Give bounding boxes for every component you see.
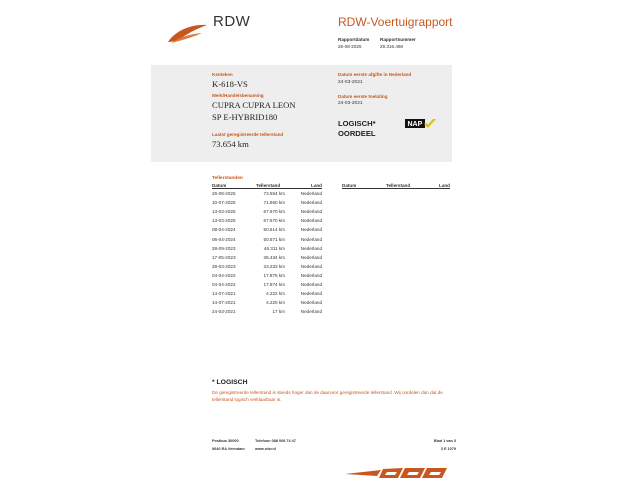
col-land-right: Land xyxy=(426,182,450,189)
rapportnummer-value: 29.316.498 xyxy=(380,44,403,49)
footer-page-number: Blad 1 van 3 xyxy=(433,439,456,443)
teller-label: Laatst geregistreerde tellerstand xyxy=(212,132,284,137)
vehicle-panel xyxy=(151,65,452,162)
row-land: Nederland xyxy=(300,227,322,233)
row-land: Nederland xyxy=(300,291,322,297)
toelating-nl-value: 24-03-2021 xyxy=(338,80,363,85)
row-land: Nederland xyxy=(300,245,322,251)
merk-label: Merk/Handelsbenaming xyxy=(212,93,264,98)
odometer-table-right xyxy=(342,182,450,189)
table-row xyxy=(212,244,322,253)
rapportnummer-label: Rapportnummer xyxy=(380,37,416,42)
row-land: Nederland xyxy=(300,281,322,287)
row-tellerstand: 73.654 km xyxy=(263,191,285,197)
toelating-nl-label: Datum eerste afgifte in Nederland xyxy=(338,72,412,77)
decorative-banner-icon xyxy=(343,466,463,480)
row-land: Nederland xyxy=(300,200,322,206)
row-date: 04-04-2022 xyxy=(212,281,236,287)
odometer-table xyxy=(212,182,322,316)
table-row xyxy=(212,271,322,280)
footer-phone: Telefoon 088 008 74 47 xyxy=(255,439,296,443)
row-date: 14-07-2021 xyxy=(212,291,236,297)
col-tellerstand: Tellerstand xyxy=(256,182,297,189)
table-row xyxy=(212,289,322,298)
table-row xyxy=(212,216,322,225)
row-land: Nederland xyxy=(300,236,322,242)
table-row xyxy=(212,207,322,216)
report-title: RDW-Voertuigrapport xyxy=(338,15,453,29)
row-tellerstand: 71.860 km xyxy=(263,200,285,206)
footer-page xyxy=(412,437,456,453)
row-date: 14-07-2021 xyxy=(212,300,236,306)
oordeel-line2: OORDEEL xyxy=(338,129,376,138)
row-tellerstand: 17 km xyxy=(272,309,285,315)
row-land: Nederland xyxy=(300,263,322,269)
tellerstanden-title: Tellerstanden xyxy=(212,176,243,181)
row-tellerstand: 4.222 km xyxy=(266,291,285,297)
row-land: Nederland xyxy=(300,254,322,260)
row-land: Nederland xyxy=(300,191,322,197)
col-land: Land xyxy=(297,182,322,189)
row-land: Nederland xyxy=(300,300,322,306)
rapportdatum-label: Rapportdatum xyxy=(338,37,370,42)
row-tellerstand: 50.571 km xyxy=(263,236,285,242)
teller-value: 73.654 km xyxy=(212,139,249,149)
row-tellerstand: 33.233 km xyxy=(263,263,285,269)
row-tellerstand: 67.670 km xyxy=(263,218,285,224)
row-tellerstand: 4.220 km xyxy=(266,300,285,306)
col-datum-right: Datum xyxy=(342,182,386,189)
table-row xyxy=(212,298,322,307)
footer-address-line2: 9640 RA Veendam xyxy=(212,447,245,451)
footer-code: 3 E 1079 xyxy=(440,447,456,451)
table-header-row-right xyxy=(342,182,450,189)
row-date: 06-04-2024 xyxy=(212,236,236,242)
toelating-value: 24-03-2021 xyxy=(338,101,363,106)
row-date: 26-08-2025 xyxy=(212,191,236,197)
row-date: 17-05-2023 xyxy=(212,254,236,260)
row-date: 28-03-2023 xyxy=(212,263,236,269)
row-land: Nederland xyxy=(300,309,322,315)
oordeel-text xyxy=(338,119,376,139)
svg-text:NAP: NAP xyxy=(407,121,423,129)
row-tellerstand: 17.874 km xyxy=(263,281,285,287)
rapportdatum-value: 26-08-2025 xyxy=(338,44,362,49)
toelating-label: Datum eerste toelating xyxy=(338,94,388,99)
row-tellerstand: 46.311 km xyxy=(263,245,285,251)
nap-logo-icon xyxy=(405,118,437,129)
row-date: 13-03-2025 xyxy=(212,209,236,215)
row-land: Nederland xyxy=(300,272,322,278)
footer-website[interactable]: www.rdw.nl xyxy=(255,447,276,451)
merk-line2: SP E-HYBRID180 xyxy=(212,112,278,122)
row-date: 28-09-2023 xyxy=(212,245,236,251)
col-datum: Datum xyxy=(212,182,256,189)
rdw-logo-icon xyxy=(166,22,208,44)
row-tellerstand: 67.670 km xyxy=(263,209,285,215)
footer-contact xyxy=(255,437,296,453)
footer-address xyxy=(212,437,245,453)
kenteken-value: K-618-VS xyxy=(212,79,248,89)
table-row xyxy=(212,189,322,199)
table-row xyxy=(212,280,322,289)
row-date: 08-04-2024 xyxy=(212,227,236,233)
odometer-table-body xyxy=(212,189,322,317)
row-date: 04-04-2022 xyxy=(212,272,236,278)
row-date: 24-03-2021 xyxy=(212,309,236,315)
row-date: 10-07-2025 xyxy=(212,200,236,206)
logisch-title: * LOGISCH xyxy=(212,379,248,386)
row-land: Nederland xyxy=(300,218,322,224)
merk-line1: CUPRA CUPRA LEON xyxy=(212,100,296,110)
row-date: 13-03-2025 xyxy=(212,218,236,224)
kenteken-label: Kenteken xyxy=(212,72,233,77)
logo-text: RDW xyxy=(213,13,251,30)
row-land: Nederland xyxy=(300,209,322,215)
table-row xyxy=(212,253,322,262)
oordeel-line1: LOGISCH* xyxy=(338,119,376,128)
table-row xyxy=(212,234,322,243)
col-tellerstand-right: Tellerstand xyxy=(386,182,426,189)
logisch-text: De geregistreerde tellerstand is steeds hoger dan de daarvoor geregistreerde tellerstand. Wij oordelen dan dat de tellerstand logisch verklaarbaar is. xyxy=(212,390,443,403)
row-tellerstand: 36.434 km xyxy=(263,254,285,260)
table-row xyxy=(212,198,322,207)
table-row xyxy=(212,262,322,271)
row-tellerstand: 50.614 km xyxy=(263,227,285,233)
table-row xyxy=(212,225,322,234)
footer-address-line1: Postbus 30000 xyxy=(212,439,239,443)
table-row xyxy=(212,307,322,316)
row-tellerstand: 17.875 km xyxy=(263,272,285,278)
